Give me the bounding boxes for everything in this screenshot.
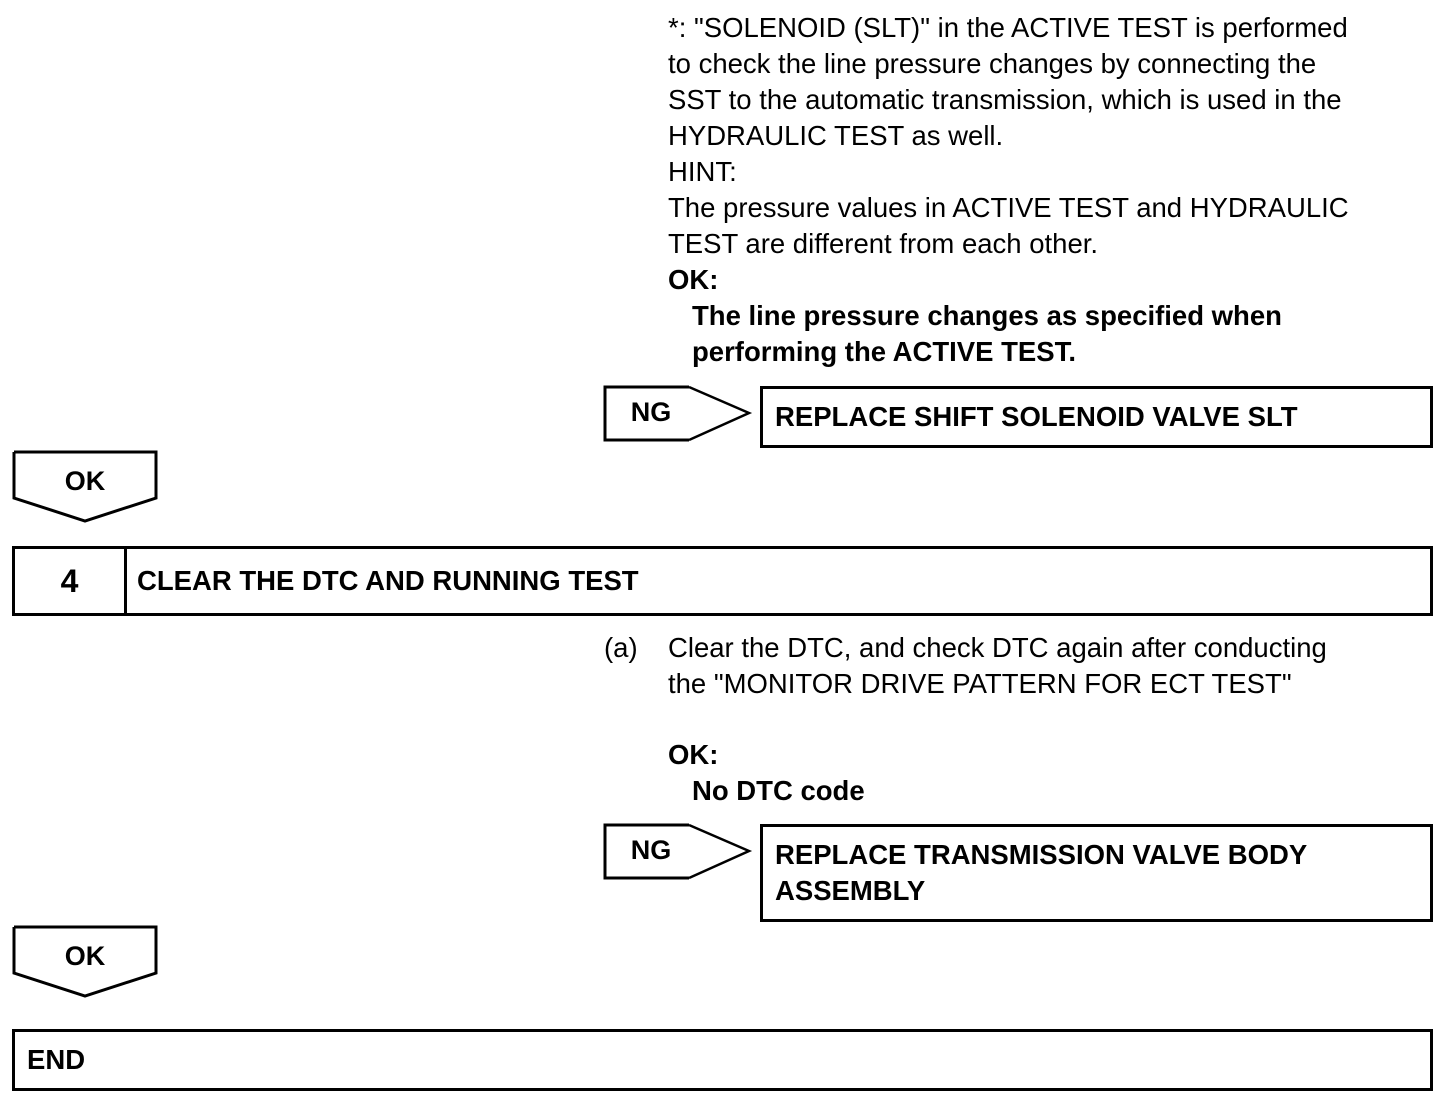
hint-line: TEST are different from each other.	[668, 228, 1099, 259]
ok-spec-line: performing the ACTIVE TEST.	[692, 336, 1077, 367]
note-text	[668, 10, 1438, 298]
sub-item-label: (a)	[604, 632, 638, 663]
ng-arrow-2	[603, 823, 755, 881]
ok-spec-line: The line pressure changes as specified when	[692, 300, 1282, 331]
hint-line: The pressure values in ACTIVE TEST and HYDRAULIC	[668, 192, 1349, 223]
sub-item-line: Clear the DTC, and check DTC again after conducting	[668, 632, 1327, 663]
ng-action-box-2	[760, 824, 1433, 922]
ng-action-line: REPLACE TRANSMISSION VALVE BODY	[775, 839, 1308, 870]
end-label: END	[27, 1044, 86, 1075]
ng-action-text: REPLACE SHIFT SOLENOID VALVE SLT	[775, 401, 1298, 432]
ok-arrow	[12, 450, 160, 524]
ok-arrow-label: OK	[64, 466, 106, 496]
sub-item-line: the "MONITOR DRIVE PATTERN FOR ECT TEST"	[668, 668, 1292, 699]
ok-spec-2: No DTC code	[692, 775, 865, 806]
note-line: SST to the automatic transmission, which is used in the	[668, 84, 1342, 115]
step-title: CLEAR THE DTC AND RUNNING TEST	[137, 565, 639, 596]
ok-arrow-2	[12, 925, 160, 999]
ng-arrow	[603, 385, 755, 443]
note-line: HYDRAULIC TEST as well.	[668, 120, 1004, 151]
ng-action-box	[760, 386, 1433, 448]
end-box	[12, 1029, 1433, 1091]
ok-label-2: OK:	[668, 739, 719, 770]
sub-item-text	[668, 630, 1438, 702]
ng-label-2: NG	[630, 835, 672, 865]
ok-spec	[692, 298, 1456, 370]
note-line: to check the line pressure changes by connecting the	[668, 48, 1317, 79]
ng-label: NG	[630, 397, 672, 427]
ng-action-text-2	[775, 837, 1307, 909]
ok-arrow-label-2: OK	[64, 941, 106, 971]
note-line: *: "SOLENOID (SLT)" in the ACTIVE TEST is performed	[668, 12, 1348, 43]
hint-label: HINT:	[668, 156, 737, 187]
ok-label: OK:	[668, 264, 719, 295]
ng-action-line: ASSEMBLY	[775, 875, 926, 906]
step-header	[12, 546, 1433, 616]
step-number: 4	[15, 549, 127, 613]
